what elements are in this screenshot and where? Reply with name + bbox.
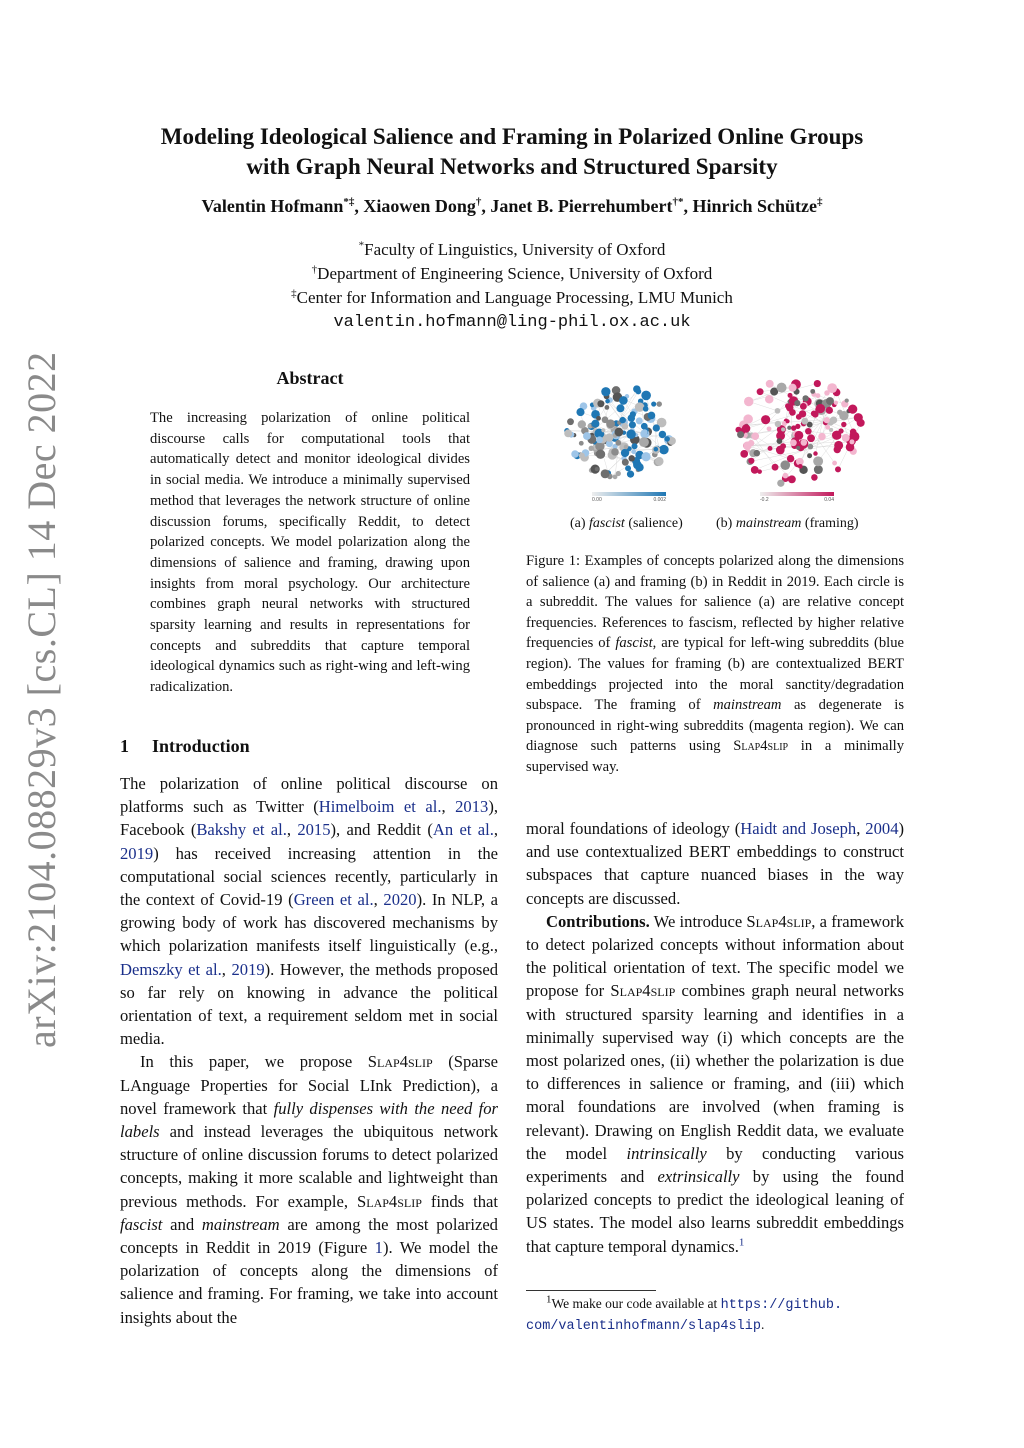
figure-1a-network-plot bbox=[560, 366, 680, 506]
contributions-label: Contributions. bbox=[546, 911, 650, 931]
subreddit-node bbox=[653, 424, 660, 431]
author-2: Xiaowen Dong bbox=[363, 196, 476, 216]
subreddit-node bbox=[643, 406, 649, 412]
subreddit-node bbox=[807, 434, 815, 442]
subreddit-node bbox=[788, 475, 796, 483]
subreddit-node bbox=[595, 467, 599, 471]
subreddit-node bbox=[648, 412, 656, 420]
subreddit-node bbox=[818, 433, 825, 440]
subreddit-node bbox=[772, 464, 779, 471]
subreddit-node bbox=[591, 420, 599, 428]
citation-link[interactable]: Himelboim et al. bbox=[318, 797, 442, 817]
footnote-number: 1 bbox=[546, 1293, 552, 1306]
subreddit-node bbox=[767, 426, 772, 431]
subreddit-node bbox=[796, 446, 800, 450]
subreddit-node bbox=[810, 389, 815, 394]
subreddit-node bbox=[814, 380, 821, 387]
subreddit-node bbox=[813, 456, 823, 466]
subreddit-node bbox=[757, 469, 762, 474]
author-3-sup: †* bbox=[672, 196, 684, 208]
subreddit-node bbox=[775, 408, 781, 414]
subreddit-node bbox=[744, 397, 753, 406]
subreddit-node bbox=[655, 457, 664, 466]
subreddit-node bbox=[842, 434, 850, 442]
section-number: 1 bbox=[120, 736, 129, 756]
subreddit-node bbox=[801, 418, 808, 425]
subreddit-node bbox=[751, 432, 759, 440]
subreddit-node bbox=[799, 410, 806, 417]
subreddit-node bbox=[625, 465, 631, 471]
subreddit-node bbox=[783, 473, 789, 479]
subreddit-node bbox=[616, 471, 621, 476]
subreddit-node bbox=[780, 443, 786, 449]
citation-year-link[interactable]: 2019 bbox=[120, 843, 154, 863]
subreddit-node bbox=[812, 411, 819, 418]
intro-paragraph-1: The polarization of online political discourse on platforms such as Twitter (Himelboim et al., 2013), Facebook (Bakshy et al., 2015), and Reddit (An et al., 2019) has received increasing attention in the computational social sciences recently, particularly in the context of Covid-19 (Green et al., 2020). In NLP, a growing body of work has discovered mechanisms by which polarization manifests itself linguistically (e.g., Demszky et al., 2019). However, the methods proposed so far rely on knowing in advance the political orientation of text, a requirement seldom met in social media. bbox=[120, 774, 499, 1049]
abstract-body: The increasing polarization of online political discourse calls for computational tools that automatically detect and monitor ideological divides in social media. We introduce a minimally supervised method that leverages the network structure of online discussion forums, specifically Reddit, to detect polarized concepts. We model polarization along the dimensions of salience and framing, drawing upon insights from moral psychology. Our architecture combines graph neural networks with structured sparsity learning and results in representations for concepts and subreddits that capture temporal ideological dynamics such as right-wing and left-wing radicalization. bbox=[150, 410, 470, 696]
code-url-link-cont[interactable]: com/valentinhofmann/slap4slip bbox=[526, 1319, 761, 1334]
subreddit-node bbox=[605, 433, 613, 441]
subreddit-node bbox=[857, 419, 865, 427]
subreddit-node bbox=[611, 448, 619, 456]
subreddit-node bbox=[596, 450, 605, 459]
citation-link[interactable]: Bakshy et al. bbox=[196, 820, 287, 840]
footnote-rule bbox=[526, 1290, 656, 1291]
subreddit-node bbox=[794, 400, 800, 406]
arxiv-stamp: arXiv:2104.08829v3 [cs.CL] 14 Dec 2022 bbox=[19, 351, 64, 1048]
author-1-sup: *‡ bbox=[343, 196, 355, 208]
subreddit-node bbox=[766, 380, 774, 388]
subreddit-node bbox=[826, 407, 833, 414]
footnote-marker-link[interactable]: 1 bbox=[738, 1236, 745, 1249]
figure-ref-link[interactable]: 1 bbox=[374, 1238, 383, 1258]
subreddit-node bbox=[807, 453, 812, 458]
section-heading-introduction bbox=[120, 736, 250, 757]
subreddit-node bbox=[801, 439, 807, 445]
subreddit-node bbox=[626, 430, 635, 439]
subreddit-node bbox=[802, 395, 808, 401]
subreddit-node bbox=[596, 436, 603, 443]
subreddit-node bbox=[748, 458, 754, 464]
subreddit-node bbox=[651, 401, 656, 406]
subreddit-node bbox=[824, 417, 830, 423]
citation-link[interactable]: Haidt and Joseph bbox=[740, 819, 857, 838]
author-4-sup: ‡ bbox=[817, 196, 823, 208]
citation-year-link[interactable]: 2013 bbox=[455, 797, 489, 817]
code-url-link[interactable]: https://github. bbox=[720, 1298, 843, 1313]
subreddit-node bbox=[635, 402, 645, 412]
subreddit-node bbox=[664, 436, 669, 441]
subreddit-node bbox=[628, 455, 634, 461]
subreddit-node bbox=[815, 393, 820, 398]
subreddit-node bbox=[578, 420, 586, 428]
subreddit-node bbox=[748, 440, 754, 446]
subreddit-node bbox=[659, 431, 666, 438]
subreddit-node bbox=[576, 408, 584, 416]
subreddit-node bbox=[814, 465, 823, 474]
subreddit-node bbox=[761, 415, 770, 424]
subreddit-node bbox=[633, 385, 640, 392]
subreddit-node bbox=[629, 421, 636, 428]
subreddit-node bbox=[619, 417, 626, 424]
subreddit-node bbox=[631, 443, 637, 449]
subreddit-node bbox=[605, 399, 610, 404]
subreddit-node bbox=[631, 449, 636, 454]
subreddit-node bbox=[639, 437, 649, 447]
subreddit-node bbox=[601, 469, 610, 478]
graph-edge bbox=[747, 442, 793, 446]
subreddit-node bbox=[835, 466, 841, 472]
subreddit-node bbox=[614, 428, 623, 437]
subreddit-node bbox=[642, 429, 648, 435]
subfigure-b-caption: (b) mainstream (framing) bbox=[716, 516, 859, 531]
subreddit-node bbox=[849, 439, 854, 444]
subreddit-node bbox=[805, 428, 812, 435]
citation-year-link[interactable]: 2020 bbox=[383, 890, 417, 910]
subreddit-node bbox=[837, 410, 843, 416]
subreddit-node bbox=[834, 446, 841, 453]
subreddit-node bbox=[789, 384, 797, 392]
subreddit-node bbox=[606, 419, 615, 428]
affil-sym: † bbox=[311, 263, 318, 276]
subreddit-node bbox=[789, 409, 796, 416]
subreddit-node bbox=[848, 405, 857, 414]
subreddit-node bbox=[787, 455, 794, 462]
subreddit-node bbox=[838, 428, 843, 433]
subreddit-node bbox=[788, 393, 793, 398]
subreddit-node bbox=[654, 447, 659, 452]
subreddit-node bbox=[567, 418, 574, 425]
author-3: Janet B. Pierrehumbert bbox=[490, 196, 673, 216]
affil-text: Faculty of Linguistics, University of Oxford bbox=[364, 240, 666, 259]
graph-edge bbox=[742, 431, 792, 479]
subreddit-node bbox=[785, 419, 789, 423]
colorbar-salience bbox=[592, 492, 666, 496]
subreddit-node bbox=[641, 391, 651, 401]
subfigure-a-caption: (a) fascist (salience) bbox=[570, 516, 683, 531]
subreddit-node bbox=[619, 396, 628, 405]
affil-text: Department of Engineering Science, University of Oxford bbox=[317, 264, 713, 283]
intro-right-column bbox=[526, 817, 904, 1258]
subreddit-node bbox=[830, 416, 837, 423]
subreddit-node bbox=[624, 445, 629, 450]
affiliation-2 bbox=[100, 264, 924, 284]
author-1: Valentin Hofmann bbox=[201, 196, 344, 216]
affil-sym: * bbox=[358, 239, 365, 252]
subreddit-node bbox=[841, 422, 846, 427]
subreddit-node bbox=[785, 403, 791, 409]
affil-sym: ‡ bbox=[291, 287, 297, 300]
subreddit-node bbox=[827, 383, 837, 393]
subreddit-node bbox=[765, 395, 774, 404]
citation-link[interactable]: An et al. bbox=[432, 820, 494, 840]
author-2-sup: † bbox=[475, 196, 482, 208]
abstract-heading: Abstract bbox=[276, 368, 344, 388]
subreddit-node bbox=[571, 450, 579, 458]
author-list: Valentin Hofmann*‡, Xiaowen Dong†, Janet B. Pierrehumbert†*, Hinrich Schütze‡ bbox=[201, 196, 823, 216]
subreddit-node bbox=[795, 424, 800, 429]
subreddit-node bbox=[737, 431, 744, 438]
subreddit-node bbox=[845, 398, 849, 402]
colorbar-min: 0.00 bbox=[592, 497, 602, 503]
subreddit-node bbox=[579, 441, 584, 446]
figure-1-caption: Figure 1: Examples of concepts polarized along the dimensions of salience (a) and framing (b) in Reddit in 2019. Each circle is a subreddit. The values for salience (a) are relative concept frequencies. References to fascism, reflected by higher relative frequencies of fascist, are typical for left-wing subreddits (blue region). The values for framing (b) are contextualized BERT embeddings projected into the moral sanctity/degradation subspace. The framing of mainstream as degenerate is pronounced in right-wing subreddits (magenta region). We can diagnose such patterns using Slap4slip in a minimally supervised way. bbox=[526, 553, 905, 775]
subreddit-node bbox=[605, 405, 610, 410]
subreddit-node bbox=[630, 411, 636, 417]
citation-link[interactable]: Green et al. bbox=[293, 890, 374, 910]
subreddit-node bbox=[627, 471, 634, 478]
subreddit-node bbox=[621, 423, 628, 430]
colorbar-max: 0.002 bbox=[653, 497, 666, 503]
subreddit-node bbox=[808, 444, 814, 450]
subreddit-node bbox=[781, 427, 785, 431]
subreddit-node bbox=[656, 401, 661, 406]
subreddit-node bbox=[579, 453, 585, 459]
subreddit-node bbox=[768, 446, 773, 451]
affiliation-3 bbox=[100, 288, 924, 308]
citation-link[interactable]: Demszky et al. bbox=[120, 959, 222, 979]
subreddit-node bbox=[777, 383, 787, 393]
colorbar-framing bbox=[760, 492, 834, 496]
right-paragraph-1: moral foundations of ideology (Haidt and Joseph, 2004) and use contextualized BERT embeddings to construct subspaces that capture nuanced biases in the way concepts are discussed. bbox=[526, 819, 905, 908]
subreddit-node bbox=[775, 421, 781, 427]
colorbar-salience-labels bbox=[592, 497, 666, 503]
subreddit-node bbox=[583, 432, 591, 440]
subreddit-node bbox=[834, 401, 838, 405]
subreddit-node bbox=[790, 439, 797, 446]
figure-1a-svg bbox=[560, 366, 680, 506]
subreddit-node bbox=[757, 388, 764, 395]
citation-year-link[interactable]: 2004 bbox=[865, 819, 899, 838]
subreddit-node bbox=[754, 450, 760, 456]
subreddit-node bbox=[659, 445, 669, 455]
subreddit-node bbox=[740, 450, 748, 458]
subreddit-node bbox=[832, 461, 837, 466]
affiliation-1 bbox=[100, 240, 924, 260]
colorbar-min: -0.2 bbox=[760, 497, 769, 503]
subreddit-node bbox=[751, 466, 759, 474]
footnote-text: We make our code available at bbox=[551, 1296, 721, 1311]
intro-left-column bbox=[120, 772, 498, 1329]
colorbar-max: 0.04 bbox=[824, 497, 834, 503]
author-4: Hinrich Schütze bbox=[692, 196, 818, 216]
subreddit-node bbox=[777, 480, 784, 487]
paper-title bbox=[100, 122, 924, 182]
section-title: Introduction bbox=[152, 736, 250, 756]
subreddit-node bbox=[777, 438, 783, 444]
subreddit-node bbox=[622, 451, 626, 455]
subreddit-node bbox=[641, 452, 650, 461]
citation-year-link[interactable]: 2019 bbox=[231, 959, 265, 979]
subreddit-node bbox=[826, 397, 834, 405]
subreddit-node bbox=[798, 464, 803, 469]
subreddit-node bbox=[564, 429, 572, 437]
footnote-1: $^1$We make our code available at https://github. com/valentinhofmann/slap4slip. bbox=[526, 1293, 843, 1334]
subreddit-node bbox=[597, 400, 604, 407]
subreddit-node bbox=[601, 387, 610, 396]
subreddit-node bbox=[622, 459, 629, 466]
subreddit-node bbox=[636, 417, 643, 424]
subreddit-node bbox=[800, 403, 807, 410]
figure-1b-svg bbox=[728, 366, 868, 506]
affil-text: Center for Information and Language Processing, LMU Munich bbox=[296, 288, 733, 307]
title-line-1: Modeling Ideological Salience and Framing in Polarized Online Groups bbox=[160, 124, 864, 149]
subreddit-node bbox=[825, 425, 830, 430]
title-line-2: with Graph Neural Networks and Structured Sparsity bbox=[246, 154, 778, 179]
subreddit-node bbox=[787, 426, 791, 430]
colorbar-framing-labels bbox=[760, 497, 834, 503]
contributions-paragraph: Contributions. We introduce Slap4slip, a framework to detect polarized concepts without information about the political orientation of text. The specific model we propose for Slap4slip combines graph neural networks with structured sparsity learning and identifies in a minimally supervised way (i) which concepts are the most polarized ones, (ii) whether the polarization is due to differences in salience or framing, and (iii) which moral foundations are involved (when framing is relevant). Drawing on English Reddit data, we evaluate the model intrinsically by conducting various experiments and extrinsically by using the found polarized concepts to predict the ideological leaning of US states. The model also learns subreddit embeddings that capture temporal dynamics.$^1$ bbox=[526, 911, 904, 1256]
subreddit-node bbox=[616, 404, 624, 412]
subreddit-node bbox=[601, 428, 605, 432]
subreddit-node bbox=[813, 451, 817, 455]
subreddit-node bbox=[811, 474, 818, 481]
subreddit-node bbox=[743, 414, 752, 423]
contact-email[interactable]: valentin.hofmann@ling-phil.ox.ac.uk bbox=[333, 313, 691, 332]
subreddit-node bbox=[589, 446, 594, 451]
figure-1b-network-plot bbox=[728, 366, 868, 506]
intro-paragraph-2: In this paper, we propose Slap4slip (Sparse LAnguage Properties for Social LInk Prediction), a novel framework that fully dispenses with the need for labels and instead leverages the ubiquitous network structure of online discussion forums to detect polarized concepts, making it more scalable and lightweight than previous methods. For example, Slap4slip finds that fascist and mainstream are among the most polarized concepts in Reddit in 2019 (Figure 1). We model the polarization of concepts along the dimensions of salience and framing. For framing, we take into account insights about the bbox=[120, 1052, 498, 1327]
citation-year-link[interactable]: 2015 bbox=[297, 820, 331, 840]
subreddit-node bbox=[615, 440, 621, 446]
